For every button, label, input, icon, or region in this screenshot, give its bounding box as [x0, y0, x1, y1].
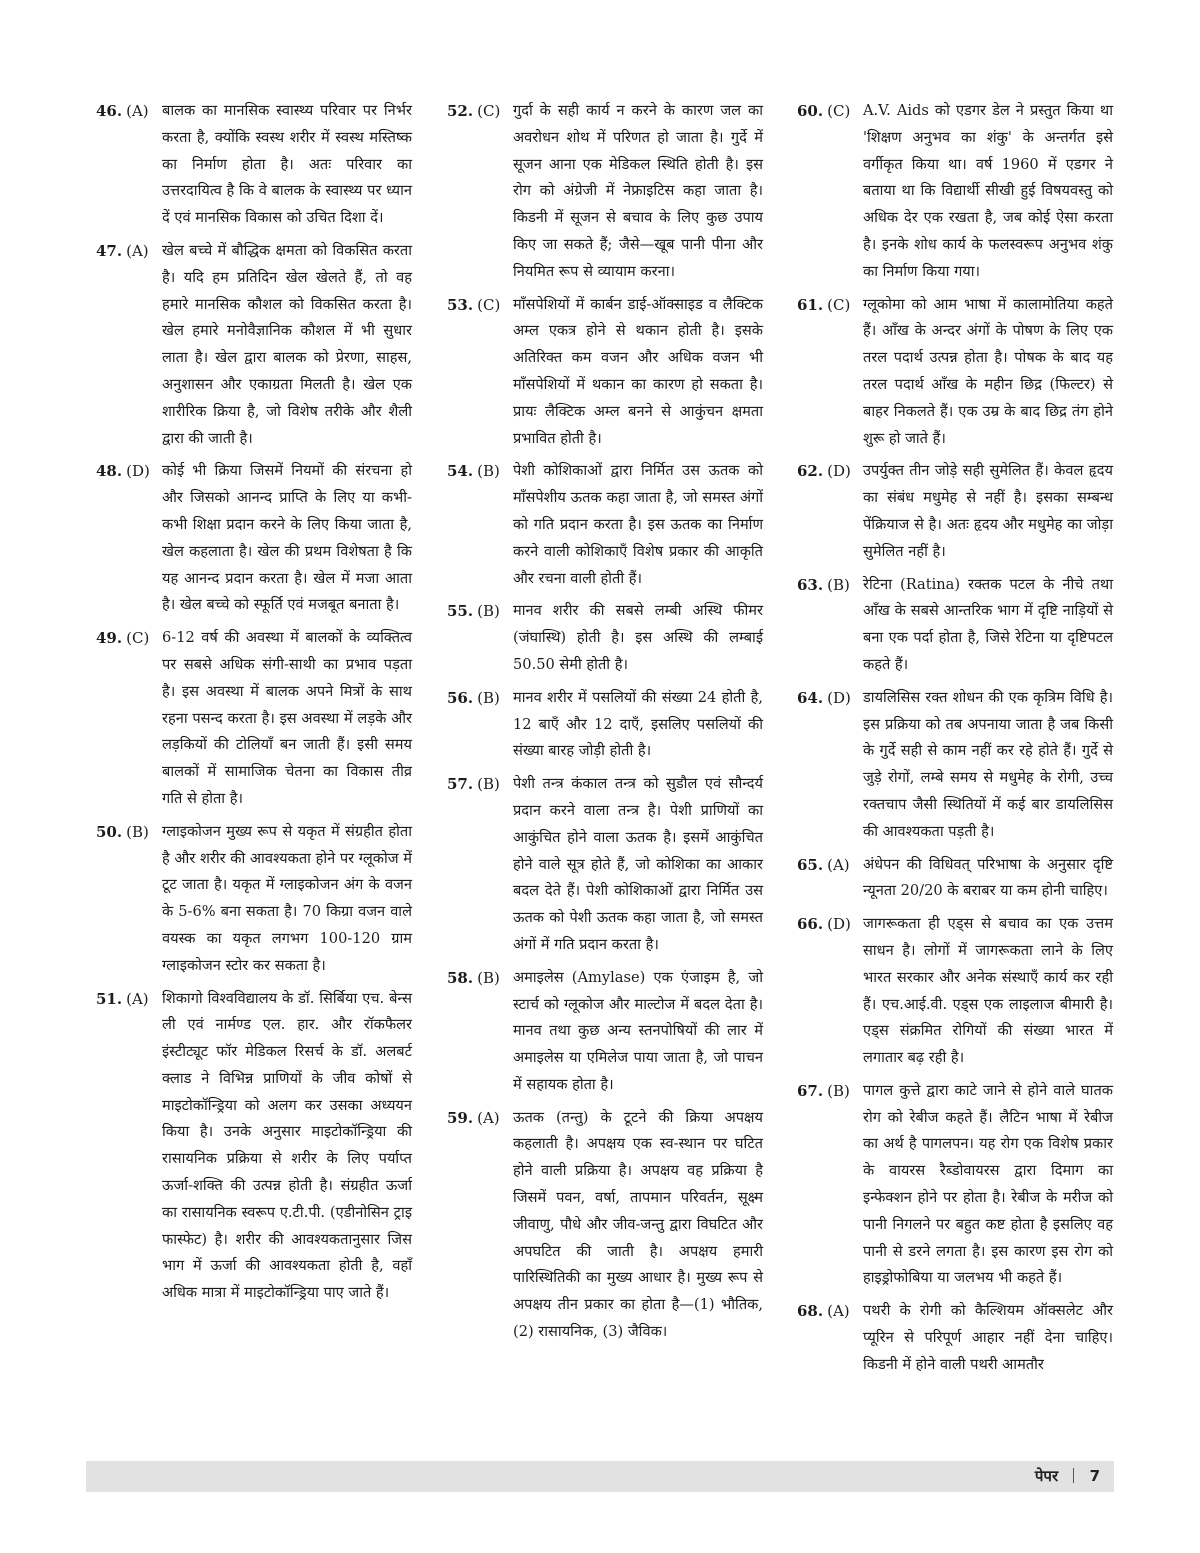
- answer-entry: [96, 238, 412, 452]
- answer-explanation: 6-12 वर्ष की अवस्था में बालकों के व्यक्तित्व पर सबसे अधिक संगी-साथी का प्रभाव पड़ता है। इस अवस्था में बालक अपने मित्रों के साथ रहना पसन्द करता है। इस अवस्था में लड़के और लड़कियों की टोलियाँ बन जाती हैं। इसी समय बालकों में सामाजिक चेतना का विकास तीव्र गति से होता है।: [162, 629, 412, 807]
- answer-explanation: गुर्दा के सही कार्य न करने के कारण जल का अवरोधन शोथ में परिणत हो जाता है। गुर्दे में सूजन आना एक मेडिकल स्थिति होती है। इस रोग को अंग्रेजी में नेफ्राइटिस कहा जाता है। किडनी में सूजन से बचाव के लिए कुछ उपाय किए जा सकते हैं; जैसे—खूब पानी पीना और नियमित रूप से व्यायाम करना।: [513, 102, 763, 280]
- question-number: 66.: [797, 915, 824, 934]
- answer-entry: [797, 1298, 1113, 1378]
- answer-option: (A): [477, 1108, 500, 1127]
- question-number: 47.: [96, 241, 123, 260]
- answer-entry: [797, 458, 1113, 565]
- answer-explanation: जागरूकता ही एड्स से बचाव का एक उत्तम साधन है। लोगों में जागरूकता लाने के लिए भारत सरकार और अनेक संस्थाएँ कार्य कर रही हैं। एच.आई.वी. एड्स एक लाइलाज बीमारी है। एड्स संक्रमित रोगियों की संख्या भारत में लगातार बढ़ रही है।: [863, 915, 1113, 1067]
- question-number: 48.: [96, 462, 123, 481]
- answer-explanation: उपर्युक्त तीन जोड़े सही सुमेलित हैं। केवल हृदय का संबंध मधुमेह से नहीं है। इसका सम्बन्ध पेंक्रियाज से है। अतः हृदय और मधुमेह का जोड़ा सुमेलित नहीं है।: [863, 462, 1113, 560]
- answer-entry: [447, 1105, 763, 1346]
- answer-header: [447, 685, 513, 765]
- answer-explanation: डायलिसिस रक्त शोधन की एक कृत्रिम विधि है। इस प्रक्रिया को तब अपनाया जाता है जब किसी के गुर्दे सही से काम नहीं कर रहे होते हैं। गुर्दे से जुड़े रोगों, लम्बे समय से मधुमेह के रोगी, उच्च रक्तचाप जैसी स्थितियों में कई बार डायलिसिस की आवश्यकता पड़ती है।: [863, 688, 1113, 840]
- answer-option: (B): [477, 775, 500, 794]
- answer-option: (A): [126, 102, 149, 120]
- answer-explanation: ऊतक (तन्तु) के टूटने की क्रिया अपक्षय कहलाती है। अपक्षय एक स्व-स्थान पर घटित होने वाली प्रक्रिया है। अपक्षय वह प्रक्रिया है जिसमें पवन, वर्षा, तापमान परिवर्तन, सूक्ष्म जीवाणु, पौधे और जीव-जन्तु द्वारा विघटित और अपघटित की जाती है। अपक्षय हमारी पारिस्थितिकी का मुख्य आधार है। मुख्य रूप से अपक्षय तीन प्रकार का होता है—(1) भौतिक, (2) रासायनिक, (3) जैविक।: [513, 1108, 763, 1341]
- answer-entry: [797, 685, 1113, 846]
- footer-bar: [86, 1461, 1114, 1492]
- answer-option: (B): [827, 575, 850, 594]
- answer-explanation: ग्लाइकोजन मुख्य रूप से यकृत में संग्रहीत होता है और शरीर की आवश्यकता होने पर ग्लूकोज में टूट जाता है। यकृत में ग्लाइकोजन अंग के वजन के 5-6% बना सकता है। 70 किग्रा वजन वाले वयस्क का यकृत लगभग 100-120 ग्राम ग्लाइकोजन स्टोर कर सकता है।: [162, 822, 412, 974]
- answer-header: [447, 965, 513, 1099]
- footer-label: पेपर: [1034, 1467, 1059, 1485]
- answer-explanation: पथरी के रोगी को कैल्शियम ऑक्सलेट और प्यूरिन से परिपूर्ण आहार नहीं देना चाहिए। किडनी में होने वाली पथरी आमतौर: [863, 1302, 1113, 1373]
- question-number: 62.: [797, 462, 824, 481]
- answer-entry: [447, 598, 763, 678]
- answer-explanation: कोई भी क्रिया जिसमें नियमों की संरचना हो और जिसको आनन्द प्राप्ति के लिए या कभी-कभी शिक्षा प्रदान करने के लिए किया जाता है, खेल कहलाता है। खेल की प्रथम विशेषता है कि यह आनन्द प्रदान करता है। खेल में मजा आता है। खेल बच्चे को स्फूर्ति एवं मजबूत बनाता है।: [162, 462, 412, 614]
- question-number: 60.: [797, 102, 824, 120]
- answer-column-1: [96, 98, 412, 1313]
- answer-explanation: ग्लूकोमा को आम भाषा में कालामोतिया कहते हैं। आँख के अन्दर अंगों के पोषण के लिए एक तरल पदार्थ उत्पन्न होता है। पोषक के बाद यह तरल पदार्थ आँख के महीन छिद्र (फिल्टर) से बाहर निकलते हैं। एक उम्र के बाद छिद्र तंग होने शुरू हो जाते हैं।: [863, 295, 1113, 447]
- answer-header: [96, 458, 162, 619]
- answer-explanation: मानव शरीर की सबसे लम्बी अस्थि फीमर (जंघास्थि) होती है। इस अस्थि की लम्बाई 50.50 सेमी होती है।: [513, 602, 763, 673]
- question-number: 50.: [96, 822, 123, 841]
- answer-entry: [447, 458, 763, 592]
- answer-entry: [797, 572, 1113, 679]
- answer-option: (D): [126, 462, 150, 481]
- answer-option: (B): [126, 822, 149, 841]
- answer-header: [447, 98, 513, 286]
- answer-entry: [447, 98, 763, 286]
- answer-header: [797, 1078, 863, 1292]
- answer-entry: [96, 458, 412, 619]
- answer-option: (C): [827, 295, 851, 314]
- answer-header: [96, 986, 162, 1308]
- answer-header: [797, 911, 863, 1072]
- answer-header: [96, 625, 162, 813]
- answer-entry: [96, 986, 412, 1308]
- answer-option: (B): [477, 462, 500, 481]
- answer-header: [447, 771, 513, 959]
- answer-option: (A): [827, 1302, 850, 1321]
- answer-explanation: पेशी तन्त्र कंकाल तन्त्र को सुडौल एवं सौन्दर्य प्रदान करने वाला तन्त्र है। पेशी प्राणियों का आकुंचित होने वाला ऊतक है। इसमें आकुंचित होने वाले सूत्र होते हैं, जो कोशिका का आकार बदल देते हैं। पेशी कोशिकाओं द्वारा निर्मित उस ऊतक को पेशी ऊतक कहा जाता है, जो समस्त अंगों में गति प्रदान करता है।: [513, 775, 763, 953]
- answer-explanation: रेटिना (Ratina) रक्तक पटल के नीचे तथा आँख के सबसे आन्तरिक भाग में दृष्टि नाड़ियों से बना एक पर्दा होता है, जिसे रेटिना या दृष्टिपटल कहते हैं।: [863, 575, 1113, 673]
- answer-option: (B): [477, 688, 500, 707]
- answer-header: [797, 572, 863, 679]
- question-number: 59.: [447, 1108, 474, 1127]
- answer-header: [797, 852, 863, 906]
- answer-header: [447, 598, 513, 678]
- answer-option: (D): [827, 915, 851, 934]
- answer-entry: [797, 292, 1113, 453]
- answer-entry: [447, 292, 763, 453]
- answer-option: (C): [477, 102, 501, 120]
- answer-header: [447, 292, 513, 453]
- question-number: 61.: [797, 295, 824, 314]
- answer-header: [447, 1105, 513, 1346]
- answer-header: [797, 458, 863, 565]
- answer-entry: [797, 98, 1113, 286]
- answer-option: (D): [827, 462, 851, 481]
- question-number: 46.: [96, 102, 123, 120]
- answer-option: (B): [477, 968, 500, 987]
- question-number: 63.: [797, 575, 824, 594]
- answer-entry: [797, 852, 1113, 906]
- footer-divider: [1073, 1468, 1074, 1483]
- answer-explanation: शिकागो विश्वविद्यालय के डॉ. सिर्बिया एच. बेन्स ली एवं नार्मण्ड एल. हार. और रॉकफैलर इंस्टीट्यूट फॉर मेडिकल रिसर्च के डॉ. अलबर्ट क्लाड ने विभिन्न प्राणियों के जीव कोषों से माइटोकॉन्ड्रिया को अलग कर उसका अध्ययन किया है। उनके अनुसार माइटोकॉन्ड्रिया की रासायनिक प्रक्रिया से शरीर के लिए पर्याप्त ऊर्जा-शक्ति की उत्पन्न होती है। संग्रहीत ऊर्जा का रासायनिक स्वरूप ए.टी.पी. (एडीनोसिन ट्राइ फास्फेट) है। शरीर की आवश्यकतानुसार जिस भाग में ऊर्जा की आवश्यकता होती है, वहाँ अधिक मात्रा में माइटोकॉन्ड्रिया पाए जाते हैं।: [162, 989, 412, 1302]
- answer-option: (B): [827, 1081, 850, 1100]
- answer-option: (A): [126, 241, 149, 260]
- question-number: 64.: [797, 688, 824, 707]
- answer-header: [797, 292, 863, 453]
- answer-option: (A): [126, 989, 149, 1008]
- answer-entry: [96, 98, 412, 232]
- answer-explanation: पेशी कोशिकाओं द्वारा निर्मित उस ऊतक को माँसपेशीय ऊतक कहा जाता है, जो समस्त अंगों को गति प्रदान करता है। इस ऊतक का निर्माण करने वाली कोशिकाएँ विशेष प्रकार की आकृति और रचना वाली होती हैं।: [513, 462, 763, 587]
- answer-explanation: माँसपेशियों में कार्बन डाई-ऑक्साइड व लैक्टिक अम्ल एकत्र होने से थकान होती है। इसके अतिरिक्त कम वजन और अधिक वजन भी माँसपेशियों में थकान का कारण हो सकता है। प्रायः लैक्टिक अम्ल बनने से आकुंचन क्षमता प्रभावित होती है।: [513, 295, 763, 447]
- answer-option: (D): [827, 688, 851, 707]
- answer-option: (C): [126, 629, 150, 648]
- answer-entry: [447, 965, 763, 1099]
- answer-entry: [96, 819, 412, 980]
- answer-option: (B): [477, 602, 500, 621]
- question-number: 53.: [447, 295, 474, 314]
- question-number: 67.: [797, 1081, 824, 1100]
- answer-column-3: [797, 98, 1113, 1385]
- question-number: 51.: [96, 989, 123, 1008]
- answer-header: [447, 458, 513, 592]
- question-number: 57.: [447, 775, 474, 794]
- answer-option: (C): [827, 102, 851, 120]
- answer-option: (C): [477, 295, 501, 314]
- question-number: 56.: [447, 688, 474, 707]
- answer-explanation: पागल कुत्ते द्वारा काटे जाने से होने वाले घातक रोग को रेबीज कहते हैं। लैटिन भाषा में रेबीज का अर्थ है पागलपन। यह रोग एक विशेष प्रकार के वायरस रैब्डोवायरस द्वारा दिमाग का इन्फेक्शन होने पर होता है। रेबीज के मरीज को पानी निगलने पर बहुत कष्ट होता है इसलिए वह पानी से डरने लगता है। इस कारण इस रोग को हाइड्रोफोबिया या जलभय भी कहते हैं।: [863, 1081, 1113, 1287]
- answer-explanation: अंधेपन की विधिवत् परिभाषा के अनुसार दृष्टि न्यूनता 20/20 के बराबर या कम होनी चाहिए।: [863, 855, 1113, 900]
- answer-header: [797, 685, 863, 846]
- answer-entry: [96, 625, 412, 813]
- answer-entry: [797, 911, 1113, 1072]
- question-number: 58.: [447, 968, 474, 987]
- question-number: 54.: [447, 462, 474, 481]
- answer-entry: [797, 1078, 1113, 1292]
- answer-entry: [447, 685, 763, 765]
- answer-explanation: खेल बच्चे में बौद्धिक क्षमता को विकसित करता है। यदि हम प्रतिदिन खेल खेलते हैं, तो वह हमारे मानसिक कौशल को विकसित करता है। खेल हमारे मनोवैज्ञानिक कौशल में भी सुधार लाता है। खेल द्वारा बालक को प्रेरणा, साहस, अनुशासन और एकाग्रता मिलती है। खेल एक शारीरिक क्रिया है, जो विशेष तरीके और शैली द्वारा की जाती है।: [162, 241, 412, 447]
- answer-entry: [447, 771, 763, 959]
- question-number: 68.: [797, 1302, 824, 1321]
- answer-explanation: अमाइलेस (Amylase) एक एंजाइम है, जो स्टार्च को ग्लूकोज और माल्टोज में बदल देता है। मानव तथा कुछ अन्य स्तनपोषियों की लार में अमाइलेस या एमिलेज पाया जाता है, जो पाचन में सहायक होता है।: [513, 968, 763, 1093]
- answer-explanation: A.V. Aids को एडगर डेल ने प्रस्तुत किया था 'शिक्षण अनुभव का शंकु' के अन्तर्गत इसे वर्गीकृत किया था। वर्ष 1960 में एडगर ने बताया था कि विद्यार्थी सीखी हुई विषयवस्तु को अधिक देर एक रखता है, जब कोई ऐसा करता है। इनके शोध कार्य के फलस्वरूप अनुभव शंकु का निर्माण किया गया।: [863, 102, 1113, 280]
- question-number: 49.: [96, 629, 123, 648]
- answer-explanation: मानव शरीर में पसलियों की संख्या 24 होती है, 12 बाएँ और 12 दाएँ, इसलिए पसलियों की संख्या बारह जोड़ी होती है।: [513, 688, 763, 760]
- answer-header: [797, 1298, 863, 1378]
- answer-header: [797, 98, 863, 286]
- answer-explanation: बालक का मानसिक स्वास्थ्य परिवार पर निर्भर करता है, क्योंकि स्वस्थ शरीर में स्वस्थ मस्तिष्क का निर्माण होता है। अतः परिवार का उत्तरदायित्व है कि वे बालक के स्वास्थ्य पर ध्यान दें एवं मानसिक विकास को उचित दिशा दें।: [162, 102, 412, 227]
- page-number: 7: [1089, 1467, 1100, 1485]
- answer-column-2: [447, 98, 763, 1352]
- question-number: 65.: [797, 855, 824, 874]
- answer-header: [96, 98, 162, 232]
- answer-option: (A): [827, 855, 850, 874]
- question-number: 52.: [447, 102, 474, 120]
- answer-header: [96, 819, 162, 980]
- answer-header: [96, 238, 162, 452]
- question-number: 55.: [447, 602, 474, 621]
- footer: [1035, 1461, 1100, 1492]
